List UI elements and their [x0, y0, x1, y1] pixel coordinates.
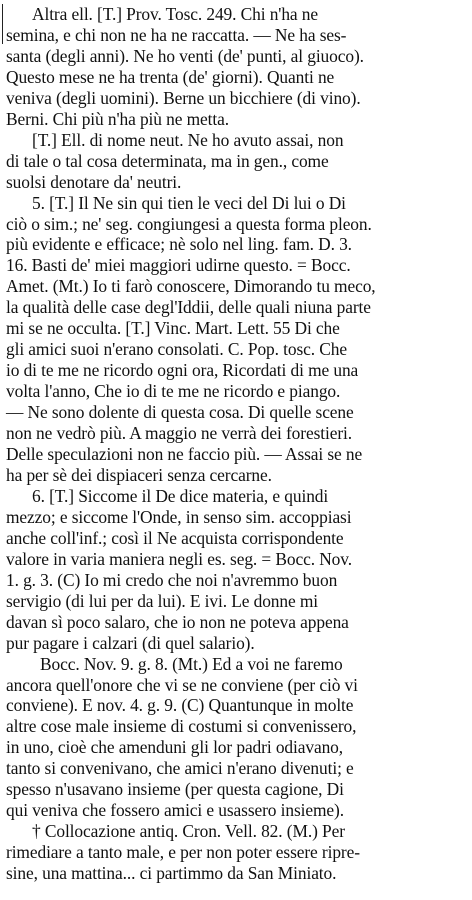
text-line: io di te me ne ricordo ogni ora, Ricordati di me una	[6, 360, 359, 381]
text-line: servigio (di lui per da lui). E ivi. Le donne mi	[6, 590, 319, 611]
text-line: † Collocazione antiq. Cron. Vell. 82. (M.) Per	[32, 821, 345, 842]
text-line: ancora quell'onore che vi se ne conviene (per ciò vi	[6, 674, 358, 695]
text-line: davan sì poco salaro, che io non ne poteva appena	[6, 611, 349, 632]
text-line: più evidente e efficace; nè solo nel ling. fam. D. 3.	[6, 234, 352, 255]
text-line: la qualità delle case degl'Iddii, delle quali niuna parte	[6, 297, 371, 318]
margin-rule	[2, 4, 3, 44]
text-line: volta l'anno, Che io di te me ne ricordo e piango.	[6, 381, 341, 402]
text-line: di tale o tal cosa determinata, ma in gen., come	[6, 150, 329, 171]
text-line: spesso n'usavano insieme (per questa cagione, Di	[6, 779, 344, 800]
text-line: Berni. Chi più n'ha più ne metta.	[6, 108, 229, 129]
text-line: 5. [T.] Il Ne sin qui tien le veci del Di lui o Di	[32, 192, 346, 213]
text-line: [T.] Ell. di nome neut. Ne ho avuto assai, non	[32, 129, 344, 150]
text-line: santa (degli anni). Ne ho venti (de' punti, al giuoco).	[6, 45, 364, 66]
text-line: sine, una mattina... ci partimmo da San Miniato.	[6, 863, 337, 884]
text-line: mezzo; e siccome l'Onde, in senso sim. accoppiasi	[6, 506, 352, 527]
text-line: mi se ne occulta. [T.] Vinc. Mart. Lett. 55 Di che	[6, 318, 340, 339]
text-line: semina, e chi non ne ha ne raccatta. — Ne ha ses-	[6, 24, 347, 45]
text-line: anche coll'inf.; così il Ne acquista corrispondente	[6, 527, 344, 548]
text-line: Delle speculazioni non ne faccio più. — Assai se ne	[6, 444, 363, 465]
text-line: valore in varia maniera negli es. seg. = Bocc. Nov.	[6, 548, 352, 569]
text-line: Altra ell. [T.] Prov. Tosc. 249. Chi n'ha ne	[32, 4, 319, 24]
text-line: ha per sè dei dispiaceri senza cercarne.	[6, 464, 272, 485]
text-line: ciò o sim.; ne' seg. congiungesi a questa forma pleon.	[6, 213, 372, 234]
text-line: 16. Basti de' miei maggiori udirne questo. = Bocc.	[6, 255, 351, 276]
text-line: — Ne sono dolente di questa cosa. Di quelle scene	[6, 402, 354, 423]
text-line: Bocc. Nov. 9. g. 8. (Mt.) Ed a voi ne faremo	[40, 653, 343, 674]
text-line: pur pagare i calzari (di quel salario).	[6, 632, 255, 653]
text-line: suolsi denotare da' neutri.	[6, 171, 182, 192]
text-line: tanto si convenivano, che amici n'erano divenuti; e	[6, 758, 354, 779]
text-line: Amet. (Mt.) Io ti farò conoscere, Dimorando tu meco,	[6, 276, 376, 297]
text-line: altre cose male insieme di costumi si convenissero,	[6, 716, 357, 737]
text-line: rimediare a tanto male, e per non poter essere ripre-	[6, 842, 360, 863]
text-line: 1. g. 3. (C) Io mi credo che noi n'avremmo buon	[6, 569, 338, 590]
text-line: conviene). E nov. 4. g. 9. (C) Quantunque in molte	[6, 695, 354, 716]
text-line: in uno, cioè che amenduni gli lor padri odiavano,	[6, 737, 344, 758]
text-line: 6. [T.] Siccome il De dice materia, e quindi	[32, 485, 329, 506]
text-line: non ne vedrò più. A maggio ne verrà dei forestieri.	[6, 423, 352, 444]
text-line: Questo mese ne ha trenta (de' giorni). Quanti ne	[6, 66, 335, 87]
text-line: qui veniva che fossero amici e usassero insieme).	[6, 800, 344, 821]
text-line: gli amici suoi n'erano consolati. C. Pop. tosc. Che	[6, 339, 347, 360]
text-line: veniva (degli uomini). Berne un bicchiere (di vino).	[6, 87, 361, 108]
